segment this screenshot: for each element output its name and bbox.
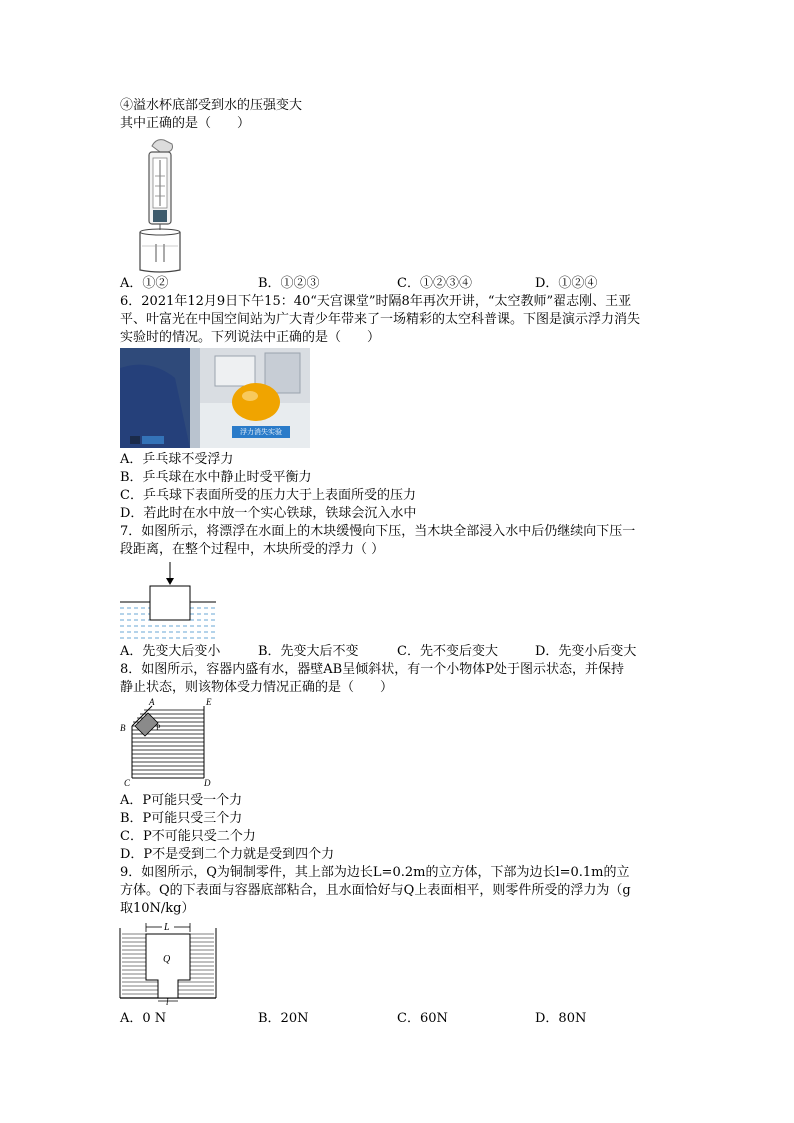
q6-stem-line-1: 6．2021年12月9日下午15：40“天宫课堂”时隔8年再次开讲，“太空教师”翟志刚、王亚 xyxy=(120,294,632,309)
q9-option-b: B．20N xyxy=(258,1011,309,1026)
q5-option-b: B．①②③ xyxy=(258,276,320,291)
q5-option-d: D．①②④ xyxy=(535,276,598,291)
q8-option-d: D．P不是受到二个力就是受到四个力 xyxy=(120,847,335,862)
q5-option-c: C．①②③④ xyxy=(397,276,472,291)
q9-option-d: D．80N xyxy=(535,1011,587,1026)
q8-label-a: A xyxy=(149,697,155,707)
q9-stem-line-1: 9．如图所示，Q为铜制零件，其上部为边长L=0.2m的立方体，下部为边长l=0.1m的立 xyxy=(120,865,630,880)
q6-option-b: B．乒乓球在水中静止时受平衡力 xyxy=(120,470,312,485)
q5-option-a: A．①② xyxy=(120,276,169,291)
q5-prompt: 其中正确的是（ ） xyxy=(120,116,251,131)
q7-figure-floating-block xyxy=(120,562,220,642)
q9-option-c: C．60N xyxy=(397,1011,448,1026)
q8-label-b: B xyxy=(120,723,126,733)
q9-figure-copper-part xyxy=(118,918,218,1006)
q6-space-station-photo xyxy=(120,348,310,448)
q7-option-b: B．先变大后不变 xyxy=(258,644,359,659)
q8-stem-line-1: 8．如图所示，容器内盛有水，器壁AB呈倾斜状，有一个小物体P处于图示状态，并保持 xyxy=(120,662,624,677)
q8-label-e: E xyxy=(206,697,212,707)
q6-photo-caption: 浮力消失实验 xyxy=(232,426,290,438)
q6-option-d: D．若此时在水中放一个实心铁球，铁球会沉入水中 xyxy=(120,506,417,521)
q5-figure-overflow-cup xyxy=(130,136,190,276)
q7-option-a: A．先变大后变小 xyxy=(120,644,221,659)
q5-statement-4: ④溢水杯底部受到水的压强变大 xyxy=(120,98,303,113)
q9-stem-line-3: 取10N/kg） xyxy=(120,901,195,916)
q8-label-p: P xyxy=(156,723,161,732)
q7-option-d: D．先变小后变大 xyxy=(535,644,637,659)
q9-label-small-l: l xyxy=(166,997,169,1007)
q6-stem-line-3: 实验时的情况。下列说法中正确的是（ ） xyxy=(120,330,381,345)
q9-label-q: Q xyxy=(163,954,171,965)
q9-option-a: A．0 N xyxy=(120,1011,167,1026)
q8-figure-inclined-wall-container xyxy=(118,698,218,790)
q6-option-c: C．乒乓球下表面所受的压力大于上表面所受的压力 xyxy=(120,488,416,503)
q8-label-c: C xyxy=(124,778,131,788)
q7-option-c: C．先不变后变大 xyxy=(397,644,498,659)
q6-stem-line-2: 平、叶富光在中国空间站为广大青少年带来了一场精彩的太空科普课。下图是演示浮力消失 xyxy=(120,312,641,327)
q6-option-a: A．乒乓球不受浮力 xyxy=(120,452,234,467)
q8-option-a: A．P可能只受一个力 xyxy=(120,793,243,808)
q8-option-c: C．P不可能只受二个力 xyxy=(120,829,256,844)
q8-label-d: D xyxy=(204,778,211,788)
q8-option-b: B．P可能只受三个力 xyxy=(120,811,243,826)
q7-stem-line-2: 段距离，在整个过程中，木块所受的浮力（ ） xyxy=(120,542,385,557)
q8-stem-line-2: 静止状态，则该物体受力情况正确的是（ ） xyxy=(120,680,394,695)
q9-stem-line-2: 方体。Q的下表面与容器底部粘合，且水面恰好与Q上表面相平，则零件所受的浮力为（g xyxy=(120,883,631,898)
q7-stem-line-1: 7．如图所示，将漂浮在水面上的木块缓慢向下压，当木块全部浸入水中后仍继续向下压一 xyxy=(120,524,636,539)
q9-label-big-l: L xyxy=(164,922,170,933)
